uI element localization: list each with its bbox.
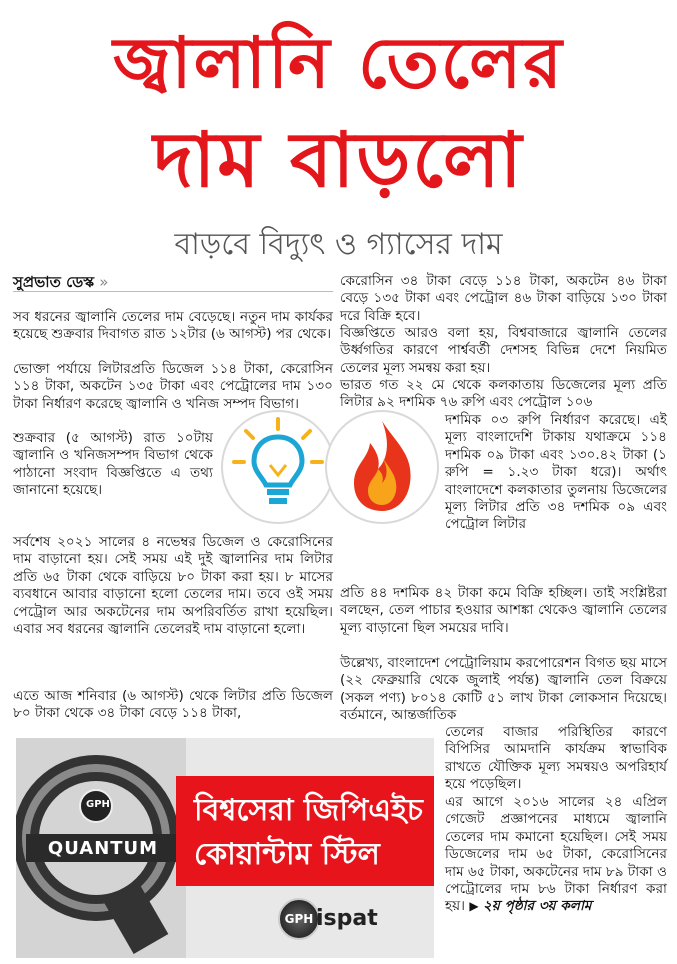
right-paragraph-1: কেরোসিন ৩৪ টাকা বেড়ে ১১৪ টাকা, অকটেন ৪৬ টাকা বেড়ে ১৩৫ টাকা এবং পেট্রোল ৪৬ টাকা বাড়িয়ে ১৩০ টাকা দরে বিক্রি হবে। [340,273,667,324]
right-paragraph-2: বিজ্ঞপ্তিতে আরও বলা হয়, বিশ্ববাজারে জ্বালানি তেলের উর্ধ্বগতির কারণে পার্শ্ববর্তী দেশসহ বিভিন্ন দেশে নিয়মিত তেলের মূল্য সমন্বয় করা হয়। [340,325,667,376]
continued-label[interactable]: ২য় পৃষ্ঠার ৩য় কলাম [482,898,592,915]
right-paragraph-4a: উল্লেখ্য, বাংলাদেশ পেট্রোলিয়াম করপোরেশন বিগত ছয় মাসে (২২ ফেব্রুয়ারি থেকে জুলাই পর্যন্ত) জ্বালানি তেল বিক্রয়ে (সকল পণ্য) ৮০১৪ কোটি ৫১ লাখ টাকা লোকসান দিয়েছে। বর্তমানে, আন্তর্জাতিক [340,655,667,724]
headline-line-1: জ্বালানি তেলের [113,22,564,104]
left-paragraph-1: সব ধরনের জ্বালানি তেলের দাম বেড়েছে। নতুন দাম কার্যকর হয়েছে শুক্রবার দিবাগত রাত ১২টার (৬ আগস্ট) পর থেকে। [13,309,333,343]
left-paragraph-2: ভোক্তা পর্যায়ে লিটারপ্রতি ডিজেল ১১৪ টাকা, কেরোসিন ১১৪ টাকা, অকটেন ১৩৫ টাকা এবং পেট্রোলের দাম ১৩০ টাকা নির্ধারণ করেছে জ্বালানি ও খনিজ সম্পদ বিভাগ। [13,361,333,412]
right-paragraph-3a: ভারত গত ২২ মে থেকে কলকাতায় ডিজেলের মূল্য প্রতি লিটার ৯২ দশমিক ৭৬ রুপি এবং পেট্রোল ১০৬ [340,377,667,411]
quantum-word: QUANTUM [47,838,159,859]
flame-icon [326,411,438,523]
byline [13,271,108,296]
advertisement[interactable] [16,738,434,958]
advert-line-2: কোয়ান্টাম স্টিল [194,837,380,872]
advert-line-1: বিশ্বসেরা জিপিএইচ [194,793,423,828]
byline-rule [13,291,333,292]
right-paragraph-3c: প্রতি ৪৪ দশমিক ৪২ টাকা কমে বিক্রি হচ্ছিল। তাই সংশ্লিষ্টরা বলছেন, তেল পাচার হওয়ার আশঙ্কা থেকেও জ্বালানি তেলের মূল্য বাড়ানো ছিল সময়ের দাবি। [340,585,667,636]
right-paragraph-5 [445,794,667,916]
quantum-badge: GPH [86,799,110,810]
right-paragraph-5-text: এর আগে ২০১৬ সালের ২৪ এপ্রিল গেজেট প্রজ্ঞাপনের মাধ্যমে জ্বালানি তেলের দাম কমানো হয়েছিল। সেই সময় ডিজেলের দাম ৬৫ টাকা, কেরোসিনের দাম ৬৫ টাকা, অকটেনের দাম ৮৯ টাকা ও পেট্রোলের দাম ৮৬ টাকা নির্ধারণ করা হয়। [445,794,667,915]
ispat-logo-text: ispat [316,906,378,931]
lightbulb-icon [222,411,334,523]
continue-arrow-icon: ▶ [469,899,479,914]
byline-arrow: » [99,273,109,291]
byline-desk: সুপ্রভাত ডেস্ক [13,273,95,291]
subheadline: বাড়বে বিদ্যুৎ ও গ্যাসের দাম [174,227,503,262]
illustration [220,407,440,527]
gph-logo-icon: GPH [278,898,320,940]
headline-line-2: দাম বাড়লো [153,115,524,204]
right-paragraph-3b: দশমিক ০৩ রুপি নির্ধারণ করেছে। এই মূল্য বাংলাদেশি টাকায় যথাক্রমে ১১৪ দশমিক ০৯ টাকা এবং ১৩০.৪২ টাকা (১ রুপি = ১.২৩ টাকা ধরে)। অর্থাৎ বাংলাদেশে কলকাতার তুলনায় ডিজেলের মূল্য লিটার প্রতি ৩৪ দশমিক ০৯ এবং পেট্রোল লিটার [445,412,667,533]
left-paragraph-4: সর্বশেষ ২০২১ সালের ৪ নভেম্বর ডিজেল ও কেরোসিনের দাম বাড়ানো হয়। সেই সময় এই দুই জ্বালানির দাম লিটার প্রতি ৬৫ টাকা থেকে বাড়িয়ে ৮০ টাকা করা হয়। ৮ মাসের ব্যবধানে আবার বাড়ানো হলো তেলের দাম। তবে ওই সময় পেট্রোল আর অকটেনের দাম অপরিবর্তিত রাখা হয়েছিল। এবার সব ধরনের জ্বালানি তেলেরই দাম বাড়ানো হলো। [13,534,333,638]
left-paragraph-3: শুক্রবার (৫ আগস্ট) রাত ১০টায় জ্বালানি ও খনিজসম্পদ বিভাগ থেকে পাঠানো সংবাদ বিজ্ঞপ্তিতে এ তথ্য জানানো হয়েছে। [13,430,213,499]
right-paragraph-4b: তেলের বাজার পরিস্থিতির কারণে বিপিসির আমদানি কার্যক্রম স্বাভাবিক রাখতে যৌক্তিক মূল্য সমন্বয়ও অপরিহার্য হয়ে পড়েছিল। [445,724,667,793]
left-paragraph-5: এতে আজ শনিবার (৬ আগস্ট) থেকে লিটার প্রতি ডিজেল ৮০ টাকা থেকে ৩৪ টাকা বেড়ে ১১৪ টাকা, [13,688,333,722]
